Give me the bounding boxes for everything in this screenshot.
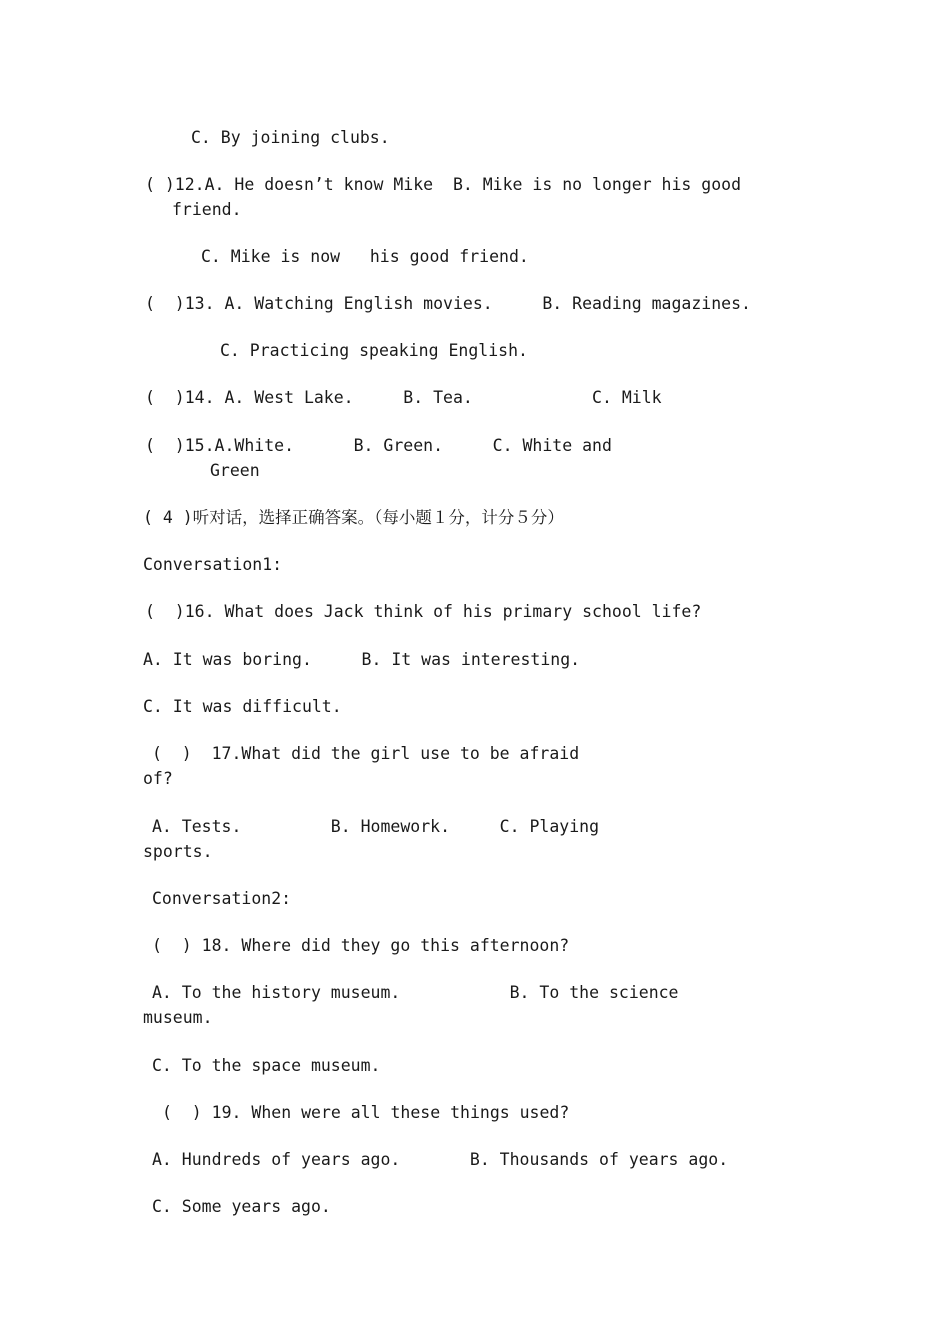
q16-option-c: C. It was difficult. [143, 697, 342, 716]
q16-options-ab: A. It was boring. B. It was interesting. [143, 650, 581, 669]
section-4-heading: ( 4 )听对话，选择正确答案。（每小题１分，计分５分） [143, 508, 564, 527]
q17-options: A. Tests. B. Homework. C. Playing [152, 817, 600, 836]
conversation-2-label: Conversation2: [152, 889, 292, 908]
conversation-1-label: Conversation1: [143, 555, 283, 574]
q12-option-c: C. Mike is now his good friend. [201, 247, 529, 266]
q18-option-c: C. To the space museum. [152, 1056, 381, 1075]
q13-options-ab: ( )13. A. Watching English movies. B. Reading magazines. [145, 294, 751, 313]
q11-option-c: C. By joining clubs. [191, 128, 390, 147]
q15-options: ( )15.A.White. B. Green. C. White and [145, 436, 612, 455]
q19-question: ( ) 19. When were all these things used? [162, 1103, 570, 1122]
q15-options-cont: Green [210, 461, 260, 480]
q19-options-ab: A. Hundreds of years ago. B. Thousands of years ago. [152, 1150, 729, 1169]
q18-question: ( ) 18. Where did they go this afternoon? [152, 936, 570, 955]
q17-question: ( ) 17.What did the girl use to be afraid [152, 744, 580, 763]
q18-options-ab: A. To the history museum. B. To the science [152, 983, 679, 1002]
q16-question: ( )16. What does Jack think of his primary school life? [145, 602, 702, 621]
q19-option-c: C. Some years ago. [152, 1197, 331, 1216]
q17-options-cont: sports. [143, 842, 213, 861]
q12-options-ab: ( )12.A. He doesn’t know Mike B. Mike is no longer his good [145, 175, 742, 194]
q12-options-ab-cont: friend. [172, 200, 242, 219]
q17-question-cont: of? [143, 769, 173, 788]
q14-options: ( )14. A. West Lake. B. Tea. C. Milk [145, 388, 662, 407]
q18-options-ab-cont: museum. [143, 1008, 213, 1027]
q13-option-c: C. Practicing speaking English. [220, 341, 528, 360]
